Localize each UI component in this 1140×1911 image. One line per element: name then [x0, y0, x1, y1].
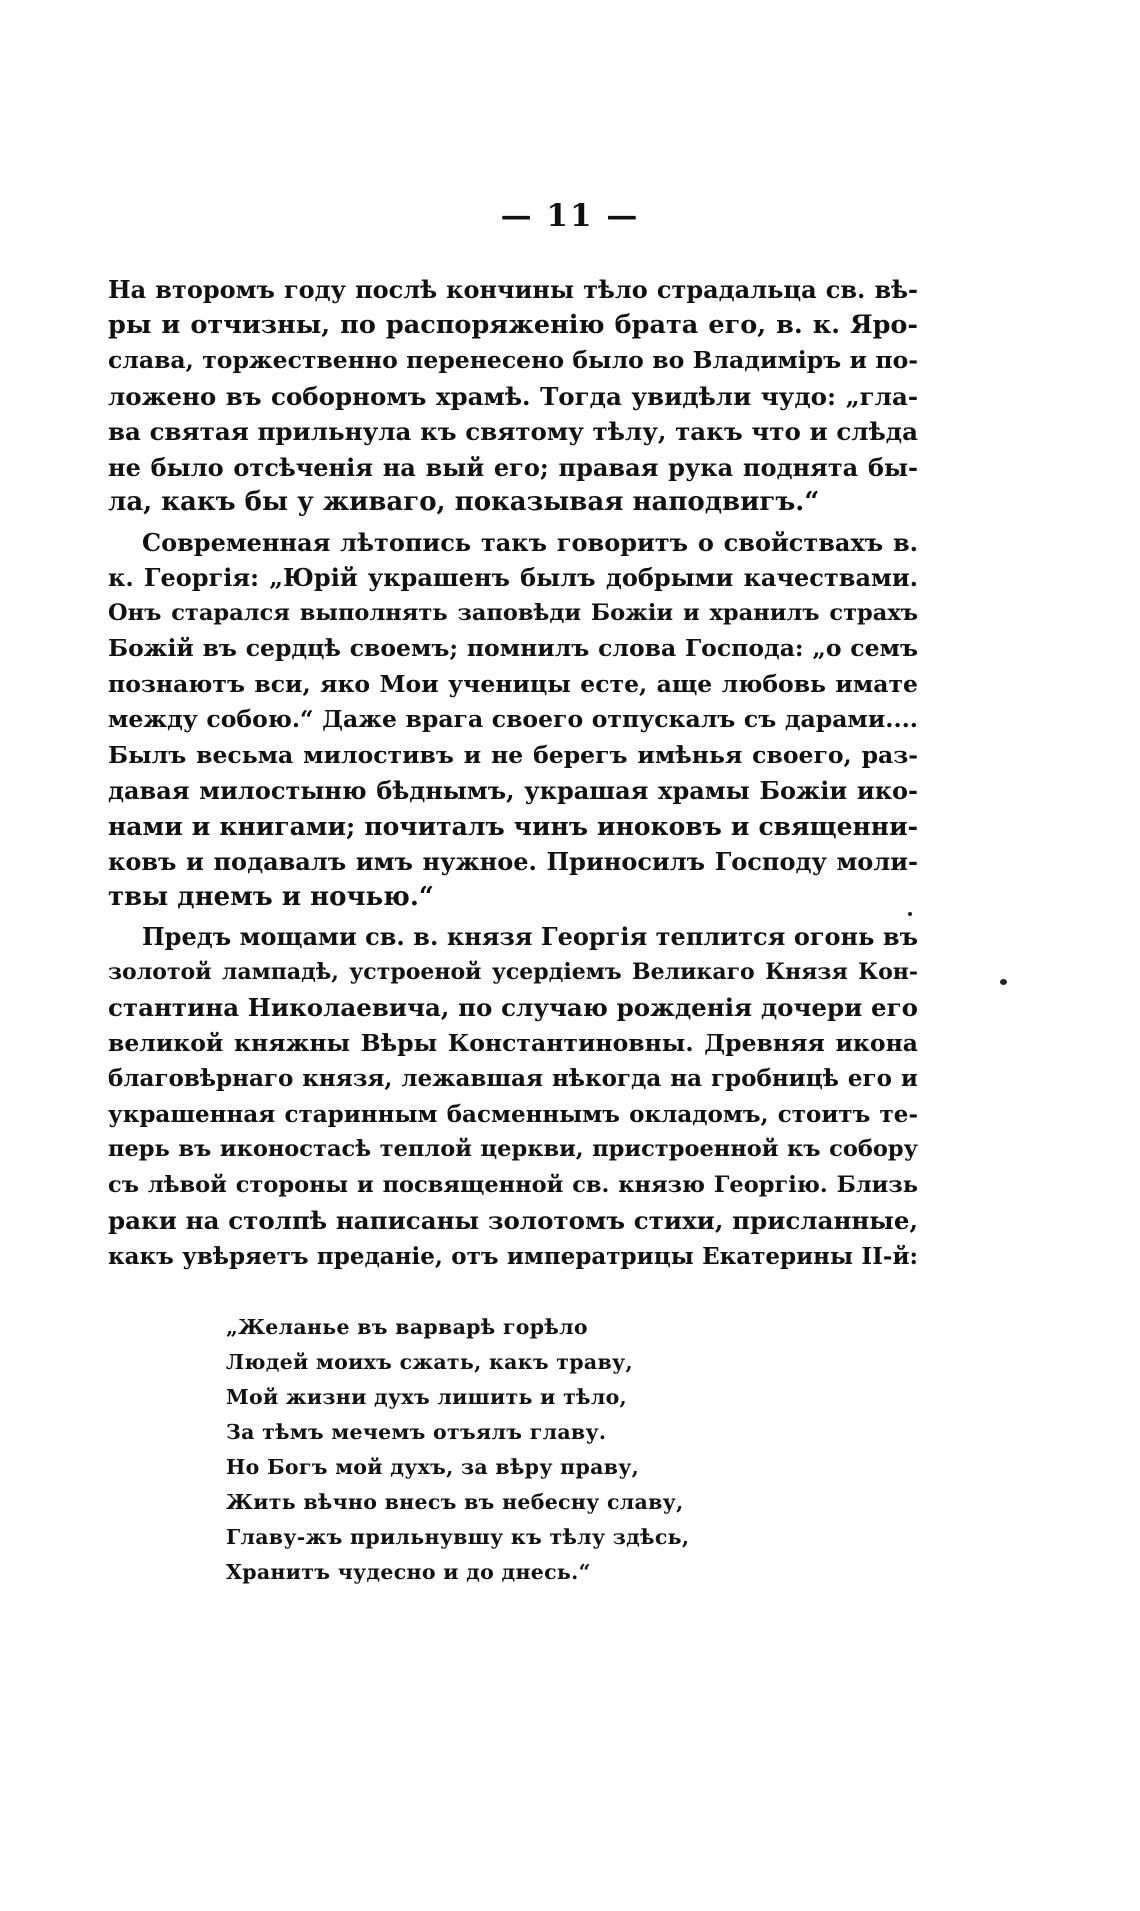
scan-speck — [908, 912, 912, 916]
text-line: Предъ мощами св. в. князя Георгія теплится огонь въ — [142, 922, 918, 951]
paragraph-1 — [108, 272, 918, 521]
text-line: познаютъ вси, яко Мои ученицы есте, аще любовь имате — [108, 669, 918, 698]
text-line: к. Георгія: „Юрій украшенъ былъ добрыми качествами. — [108, 563, 918, 592]
text-line: украшенная старинным басменнымъ окладомъ, стоитъ те- — [108, 1100, 918, 1128]
poem-line: Но Богъ мой духъ, за вѣру праву, — [226, 1455, 640, 1479]
text-line: золотой лампадѣ, устроеной усердіемъ Великаго Князя Кон- — [108, 958, 918, 985]
text-line: ры и отчизны, по распоряженію брата его, в. к. Яро- — [108, 309, 918, 340]
body-text — [108, 272, 918, 1274]
text-line: перь въ иконостасѣ теплой церкви, пристроенной къ собору — [108, 1136, 918, 1162]
text-line: какъ увѣряетъ преданіе, отъ императрицы Екатерины II-й: — [108, 1242, 918, 1270]
text-line: давая милостыню бѣднымъ, украшая храмы Божіи ико- — [108, 776, 918, 805]
text-line: Божій въ сердцѣ своемъ; помнилъ слова Господа: „о семъ — [108, 634, 918, 662]
poem-line: За тѣмъ мечемъ отъялъ главу. — [226, 1420, 607, 1444]
scan-speck — [1000, 979, 1007, 985]
text-line: слава, торжественно перенесено было во Владиміръ и по- — [108, 346, 918, 374]
paragraph-3 — [108, 919, 918, 1274]
page-number: — 11 — — [500, 198, 640, 234]
text-line: Былъ весьма милостивъ и не берегъ имѣнья своего, раз- — [108, 740, 918, 769]
poem — [226, 1310, 726, 1590]
paragraph-2 — [108, 525, 918, 916]
text-line: не было отсѣченія на вый его; правая рука поднята бы- — [108, 452, 918, 482]
poem-line: Мой жизни духъ лишить и тѣло, — [226, 1385, 627, 1409]
text-line: раки на столпѣ написаны золотомъ стихи, присланные, — [108, 1206, 918, 1235]
text-line: Онъ старался выполнять заповѣди Божіи и хранилъ страхъ — [108, 599, 918, 626]
poem-line: Жить вѣчно внесъ въ небесну славу, — [226, 1490, 684, 1514]
text-line: ла, какъ бы у живаго, показывая наподвигъ.“ — [108, 487, 820, 517]
text-line: твы днемъ и ночью.“ — [108, 881, 434, 912]
text-line: ложено въ соборномъ храмѣ. Тогда увидѣли чудо: „гла- — [108, 381, 918, 411]
text-line: благовѣрнаго князя, лежавшая нѣкогда на гробницѣ его и — [108, 1065, 918, 1092]
text-line: На второмъ году послѣ кончины тѣло страдальца св. вѣ- — [108, 275, 918, 304]
poem-line: Главу-жъ прильнувшу къ тѣлу здѣсь, — [226, 1525, 690, 1549]
poem-line: „Желанье въ варварѣ горѣло — [226, 1315, 588, 1339]
text-line: ковъ и подавалъ имъ нужное. Приносилъ Господу моли- — [108, 847, 918, 876]
text-line: ва святая прильнула къ святому тѣлу, такъ что и слѣда — [108, 417, 918, 446]
text-line: Современная лѣтопись такъ говоритъ о свойствахъ в. — [142, 527, 918, 557]
text-line: между собою.“ Даже врага своего отпускалъ съ дарами.... — [108, 705, 918, 733]
text-line: съ лѣвой стороны и посвященной св. князю Георгію. Близь — [108, 1171, 918, 1198]
text-line: стантина Николаевича, по случаю рожденія дочери его — [108, 993, 918, 1022]
poem-line: Хранитъ чудесно и до днесь.“ — [226, 1560, 591, 1584]
poem-line: Людей моихъ сжать, какъ траву, — [226, 1350, 633, 1374]
text-line: нами и книгами; почиталъ чинъ иноковъ и священни- — [108, 811, 918, 841]
text-line: великой княжны Вѣры Константиновны. Древняя икона — [108, 1028, 918, 1057]
